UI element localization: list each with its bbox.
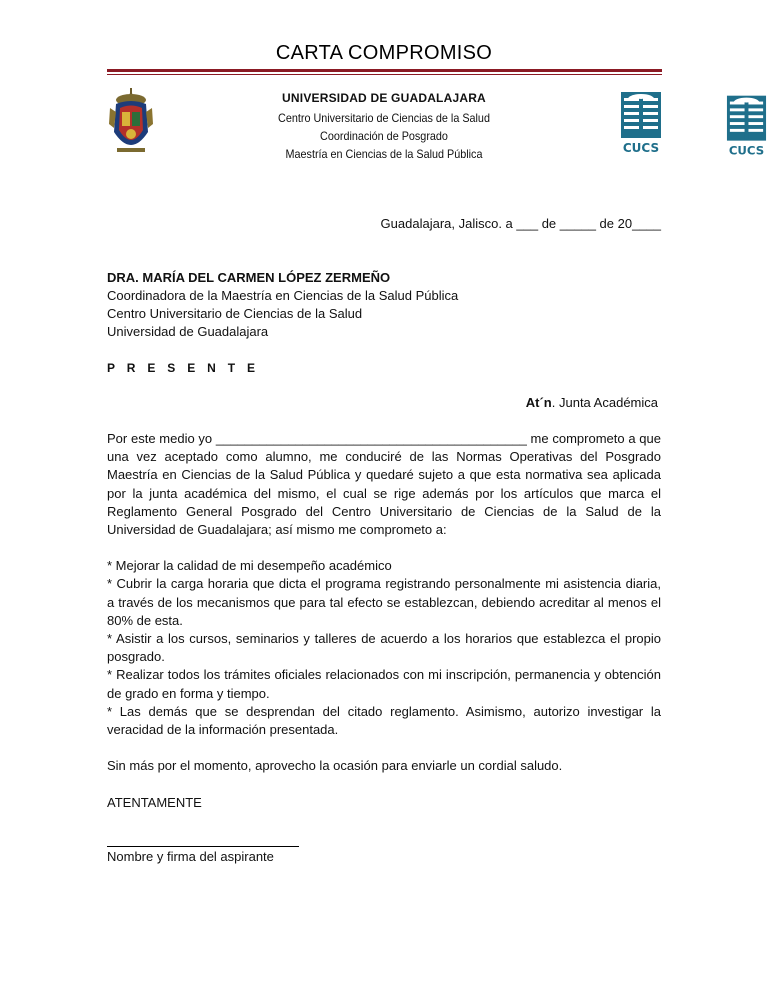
header-rule-thin (107, 74, 662, 75)
presente-label: P R E S E N T E (107, 361, 260, 375)
recipient-name: DRA. MARÍA DEL CARMEN LÓPEZ ZERMEÑO (107, 270, 391, 285)
cucs-logo-secondary-text: CUCS (728, 143, 765, 157)
body-intro: Por este medio yo ___________________________________________ me comprometo a que una vez aceptado como alumno, me conduciré de las Normas Operativas del Posgrado Maestría en Ciencias de la Salud Pública y quedaré sujeto a que esta normativa sea aplicada por la junta académica del mismo, el cual se rige además por los artículos que marca el Reglamento General Posgrado del Centro Universitario de Ciencias de la Salud de la Universidad de Guadalajara; así mismo me comprometo a: (107, 431, 661, 538)
recipient-title: Coordinadora de la Maestría en Ciencias de la Salud Pública (107, 288, 459, 303)
recipient-block (107, 269, 667, 341)
header-line-coordination: Coordinación de Posgrado (320, 129, 448, 143)
document-title: CARTA COMPROMISO (275, 42, 493, 64)
commitment-item: * Realizar todos los trámites oficiales relacionados con mi inscripción, permanencia y obtención de grado en forma y tiempo. (107, 667, 661, 701)
cucs-logo-text: CUCS (622, 141, 660, 154)
cucs-logo (619, 90, 663, 154)
date-line: Guadalajara, Jalisco. a ___ de _____ de 20____ (380, 216, 661, 231)
signature-label: Nombre y firma del aspirante (107, 849, 274, 864)
body-closing: Sin más por el momento, aprovecho la ocasión para enviarle un cordial saludo. (107, 758, 563, 774)
attention-label: At´n (525, 395, 552, 410)
recipient-center: Centro Universitario de Ciencias de la Salud (107, 306, 363, 321)
university-crest-logo (108, 88, 154, 158)
commitment-item: * Las demás que se desprendan del citado reglamento. Asimismo, autorizo investigar la veracidad de la información presentada. (107, 703, 661, 738)
recipient-university: Universidad de Guadalajara (107, 324, 269, 339)
signature-line (107, 846, 299, 847)
header-rule-thick (107, 69, 662, 72)
cucs-logo-secondary (725, 93, 768, 157)
commitment-item: * Asistir a los cursos, seminarios y talleres de acuerdo a los horarios que establezca el propio posgrado. (107, 631, 661, 665)
header-line-program: Maestría en Ciencias de la Salud Pública (285, 147, 483, 161)
institution-header (234, 91, 534, 163)
letter-body (107, 430, 661, 775)
atentamente-label: ATENTAMENTE (107, 795, 202, 810)
header-line-center: Centro Universitario de Ciencias de la Salud (278, 111, 490, 125)
commitment-item: * Cubrir la carga horaria que dicta el programa registrando personalmente mi asistencia diaria, a través de los mecanismos que para tal efecto se establezcan, debiendo acreditar al menos el 80% de esta. (107, 576, 661, 628)
attention-text: . Junta Académica (551, 395, 658, 410)
commitment-item: * Mejorar la calidad de mi desempeño académico (107, 558, 392, 574)
university-name: UNIVERSIDAD DE GUADALAJARA (282, 91, 486, 105)
attention-line (526, 395, 658, 410)
